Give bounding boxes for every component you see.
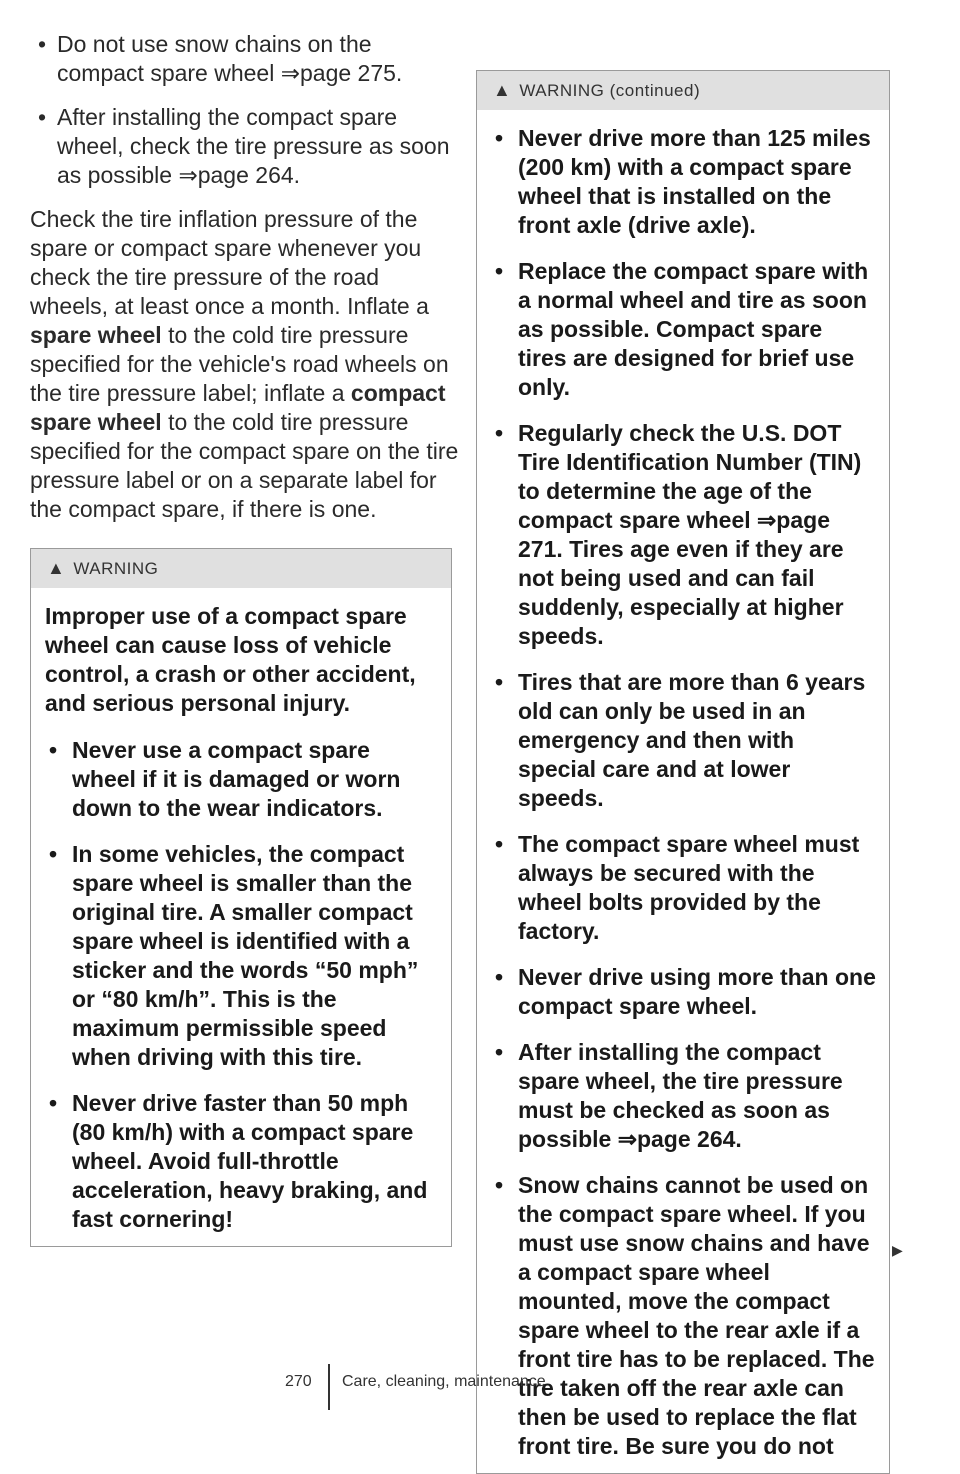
warning-continued-header xyxy=(477,71,889,110)
warning-intro: Improper use of a compact spare wheel can cause loss of vehicle control, a crash or other accident, and serious personal injury. xyxy=(45,603,416,716)
warning-box xyxy=(30,548,452,1247)
warning-header xyxy=(31,549,451,588)
warning-bullet: • Replace the compact spare with a normal wheel and tire as soon as possible. Compact spare tires are designed for brief use only. xyxy=(491,257,877,402)
warning-bullet: • Never drive using more than one compact spare wheel. xyxy=(491,963,877,1021)
footer-divider xyxy=(328,1364,330,1410)
warning-bullet: • Regularly check the U.S. DOT Tire Identification Number (TIN) to determine the age of the compact spare wheel ⇒page 271. Tires age even if they are not being used and can fail suddenly, especially at higher speeds. xyxy=(491,419,877,651)
warning-continued-box xyxy=(476,70,890,1474)
warning-continued-body xyxy=(477,110,889,1473)
inflation-paragraph xyxy=(30,205,460,524)
warning-triangle-icon: ▲ xyxy=(47,558,66,578)
para-text-1: Check the tire inflation pressure of the spare or compact spare whenever you check the tire pressure of the road wheels, at least once a month. Inflate a xyxy=(30,206,429,319)
bullet-snow-chains: • Do not use snow chains on the compact spare wheel ⇒page 275. xyxy=(30,30,460,88)
warning-bullet: • Never drive more than 125 miles (200 km) with a compact spare wheel that is installed on the front axle (drive axle). xyxy=(491,124,877,240)
bullet-check-pressure: • After installing the compact spare wheel, check the tire pressure as soon as possible ⇒page 264. xyxy=(30,103,460,190)
para-text-2: to the cold tire pressure specified for the vehicle's road wheels on the tire pressure label; inflate a xyxy=(30,322,449,406)
left-bullets xyxy=(30,30,460,190)
warning-triangle-icon: ▲ xyxy=(493,80,512,100)
section-title: Care, cleaning, maintenance xyxy=(342,1373,546,1390)
warning-bullet: • Tires that are more than 6 years old can only be used in an emergency and then with special care and at lower speeds. xyxy=(491,668,877,813)
para-bold-compact-spare: compact spare wheel xyxy=(30,380,446,435)
warning-bullet: • The compact spare wheel must always be secured with the wheel bolts provided by the factory. xyxy=(491,830,877,946)
warning-bullet: • In some vehicles, the compact spare wheel is smaller than the original tire. A smaller compact spare wheel is identified with a sticker and the words “50 mph” or “80 km/h”. This is the maximum permissible speed when driving with this tire. xyxy=(45,840,439,1072)
page-number: 270 xyxy=(285,1373,312,1390)
left-column xyxy=(30,30,460,1247)
warning-bullet: • Never use a compact spare wheel if it is damaged or worn down to the wear indicators. xyxy=(45,736,439,823)
warning-bullet: • After installing the compact spare wheel, the tire pressure must be checked as soon as possible ⇒page 264. xyxy=(491,1038,877,1154)
warning-continued-title: WARNING (continued) xyxy=(519,80,701,100)
para-text-3: to the cold tire pressure specified for the compact spare on the tire pressure label or on a separate label for the compact spare, if there is one. xyxy=(30,409,459,522)
warning-title: WARNING xyxy=(73,558,159,578)
warning-body xyxy=(31,588,451,1246)
continue-arrow-icon: ▶ xyxy=(892,1242,903,1258)
para-bold-spare-wheel: spare wheel xyxy=(30,322,162,348)
warning-bullet: • Snow chains cannot be used on the compact spare wheel. If you must use snow chains and have a compact spare wheel mounted, move the compact spare wheel to the rear axle if a front tire has to be replaced. The tire taken off the rear axle can then be used to replace the flat front tire. Be sure you do not xyxy=(491,1171,877,1461)
warning-bullet: • Never drive faster than 50 mph (80 km/h) with a compact spare wheel. Avoid full-throttle acceleration, heavy braking, and fast cornering! xyxy=(45,1089,439,1234)
right-column xyxy=(476,70,890,1474)
